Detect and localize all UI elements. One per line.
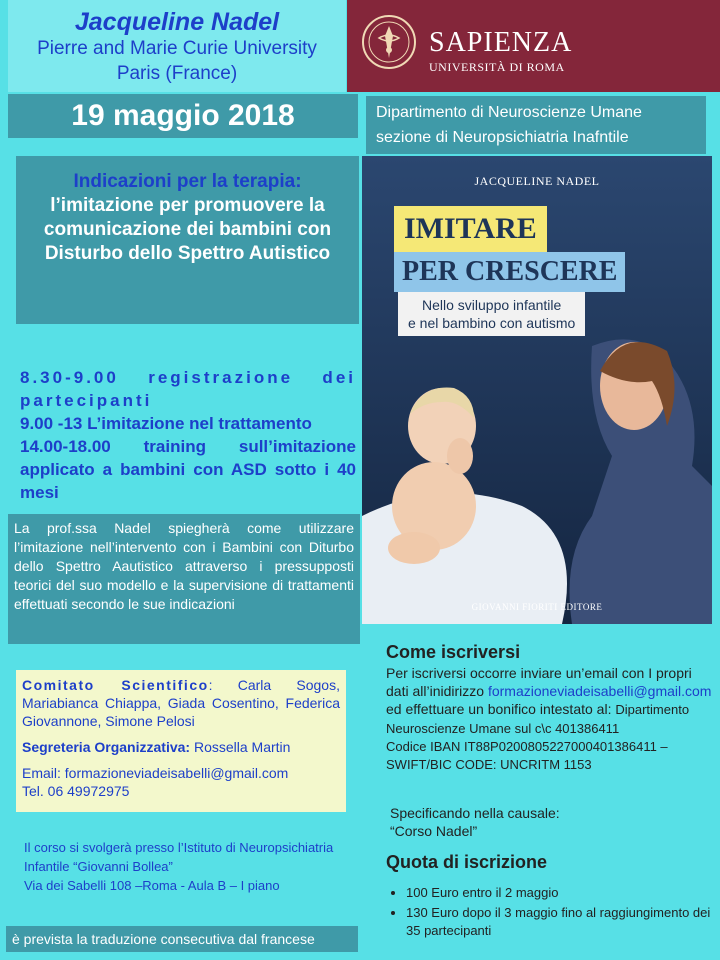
registration-email-link[interactable]: formazioneviadeisabelli@gmail.com (487, 683, 712, 699)
book-author: JACQUELINE NADEL (474, 174, 600, 188)
book-publisher: GIOVANNI FIORITI EDITORE (471, 602, 603, 612)
committee-box (16, 670, 346, 812)
committee-segreteria (22, 738, 340, 756)
venue-line3: Via dei Sabelli 108 –Roma - Aula B – I piano (24, 878, 280, 893)
venue-line1: Il corso si svolgerà presso l’Istituto di Neuropsichiatria (24, 840, 334, 855)
sapienza-brand: SAPIENZA (429, 27, 573, 58)
event-date: 19 maggio 2018 (8, 94, 358, 138)
fee-heading: Quota di iscrizione (386, 852, 548, 872)
causal-line1: Specificando nella causale: (390, 805, 560, 821)
registration-text2: ed effettuare un bonifico intestato al: (386, 701, 616, 717)
book-subtitle (398, 292, 585, 336)
venue (24, 838, 364, 895)
committee-phone: Tel. 06 49972975 (22, 783, 130, 799)
speaker-city: Paris (France) (116, 63, 238, 84)
registration-text (386, 664, 716, 774)
course-title-lead: Indicazioni per la terapia: (73, 171, 302, 192)
segreteria-label: Segreteria Organizzativa: (22, 739, 191, 755)
fee-item: • 130 Euro dopo il 3 maggio fino al raggiungimento dei 35 partecipanti (406, 904, 716, 940)
book-cover (362, 156, 712, 624)
committee-contact (22, 764, 340, 800)
book-subtitle-line1: Nello sviluppo infantile (422, 297, 562, 313)
segreteria-name: Rossella Martin (190, 739, 291, 755)
speaker-header (8, 0, 346, 92)
course-title-body: l’imitazione per promuovere la comunicazione dei bambini con Disturbo dello Spettro Autistico (43, 195, 332, 264)
schedule (20, 366, 356, 504)
sapienza-seal-icon (361, 14, 417, 70)
registration-swift: SWIFT/BIC CODE: UNCRITM 1153 (386, 757, 592, 772)
fee-list (386, 884, 716, 940)
schedule-afternoon: 14.00-18.00 training sull’imitazione applicato a bambini con ASD sotto i 40 mesi (20, 437, 356, 502)
fee-item: • 100 Euro entro il 2 maggio (406, 884, 716, 902)
committee-label: Comitato Scientifico (22, 677, 209, 693)
venue-line2: Infantile “Giovanni Bollea” (24, 859, 173, 874)
course-description: La prof.ssa Nadel spiegherà come utilizzare l’imitazione nell’intervento con i Bambini con Diturbo dello Spettro Aautistico attraverso i pressupposti teorici del suo modello e la supervisione di trattamenti effettuati secondo le sue indicazioni (8, 514, 360, 644)
email-label: Email: (22, 765, 61, 781)
book-subtitle-line2: e nel bambino con autismo (408, 315, 576, 331)
sapienza-subtitle: UNIVERSITÀ DI ROMA (429, 60, 565, 74)
department-line2: sezione di Neuropsichiatria Inafntile (376, 129, 629, 146)
causal-line2: “Corso Nadel” (390, 823, 478, 839)
registration-text1: Per iscriversi occorre inviare un’email con I propri dati all’inidirizzo (386, 665, 692, 699)
translation-note: è prevista la traduzione consecutiva dal francese (6, 926, 358, 952)
schedule-morning: 9.00 -13 L’imitazione nel trattamento (20, 414, 312, 433)
registration-iban: Codice IBAN IT88P0200805227000401386411 – (386, 739, 668, 754)
department-line1: Dipartimento di Neuroscienze Umane (376, 104, 642, 121)
speaker-name: Jacqueline Nadel (74, 8, 280, 36)
committee-email-link[interactable]: formazioneviadeisabelli@gmail.com (64, 765, 289, 781)
speaker-university: Pierre and Marie Curie University (37, 38, 317, 59)
sapienza-logo-block (347, 0, 720, 92)
committee-names: : Carla Sogos, Mariabianca Chiappa, Giada Cosentino, Federica Giovannone, Simone Pelosi (22, 677, 340, 729)
committee-scientific (22, 676, 340, 730)
book-title-line2: PER CRESCERE (394, 252, 625, 292)
registration-beneficiary: Dipartimento Neuroscienze Umane sul c\c 401386411 (386, 702, 690, 736)
registration-heading: Come iscriversi (386, 642, 521, 662)
department-box (366, 96, 706, 154)
book-title-line1: IMITARE (394, 206, 547, 252)
fee-section (386, 850, 716, 942)
course-title-box (16, 156, 359, 324)
registration-section (386, 640, 716, 774)
payment-causal (390, 804, 710, 840)
schedule-registration: 8.30-9.00 registrazione dei partecipanti (20, 368, 356, 410)
